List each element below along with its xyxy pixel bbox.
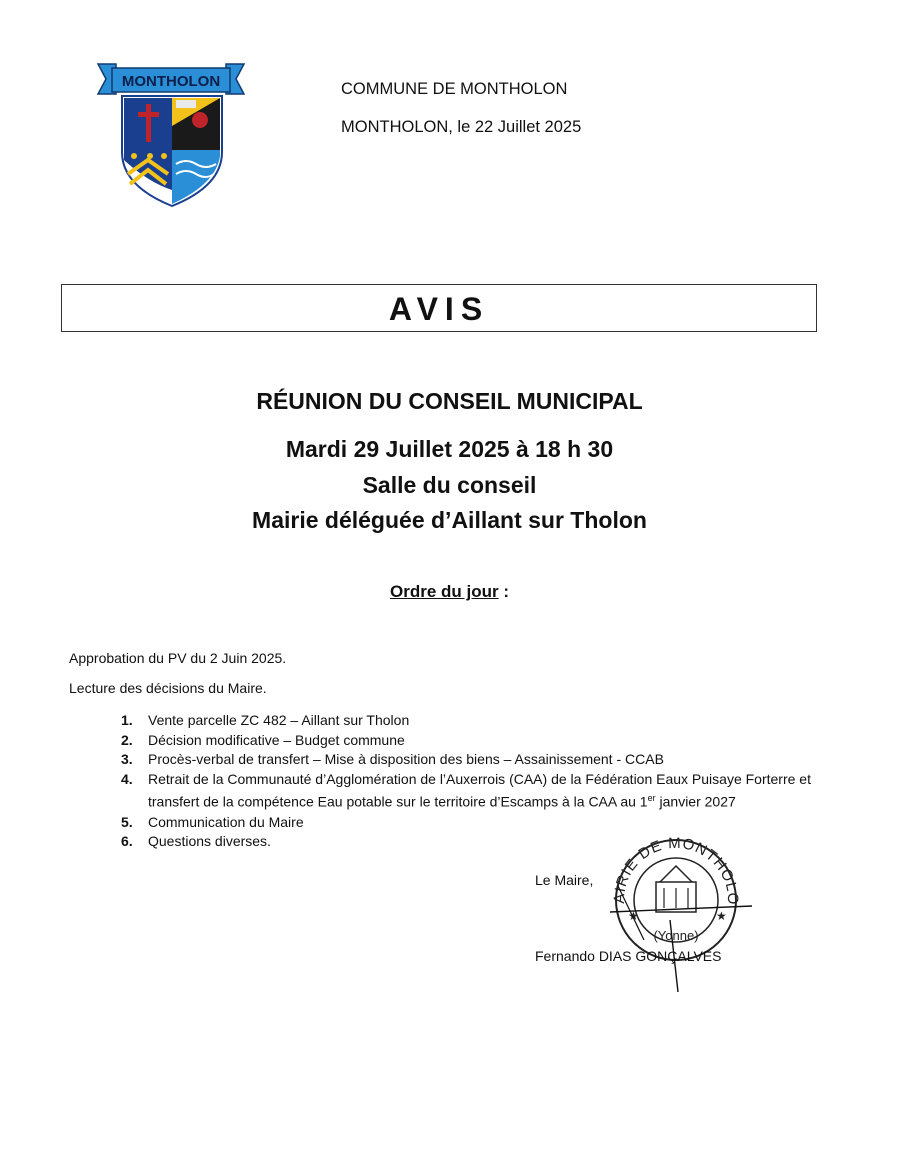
agenda-heading (0, 582, 899, 602)
agenda-label: Ordre du jour (389, 582, 499, 601)
list-item-text: Questions diverses. (148, 833, 271, 850)
commune-crest-logo (96, 56, 246, 208)
signature-role: Le Maire, (535, 872, 594, 888)
list-item-number: 6. (121, 833, 133, 850)
commune-name: COMMUNE DE MONTHOLON (341, 80, 568, 98)
list-item-number: 4. (121, 770, 133, 787)
meeting-room: Salle du conseil (362, 472, 537, 498)
list-item-text: Communication du Maire (148, 813, 304, 830)
meeting-venue: Mairie déléguée d’Aillant sur Tholon (252, 507, 647, 533)
meeting-datetime: Mardi 29 Juillet 2025 à 18 h 30 (285, 436, 614, 462)
svg-text:MONTHOLON: MONTHOLON (121, 73, 221, 90)
page-title: AVIS (388, 291, 490, 327)
svg-text:★: ★ (716, 909, 727, 923)
list-item-number: 5. (121, 813, 133, 830)
title-box (61, 284, 817, 332)
list-item-text: Retrait de la Communauté d’Agglomération de l’Auxerrois (CAA) de la Fédération Eaux Puisaye Forterre et transfert de la compétence Eau potable sur le territoire d’Escamps à la CAA au 1 (148, 770, 811, 811)
list-item-text-end: janvier 2027 (655, 794, 736, 811)
list-item-number: 3. (121, 751, 133, 768)
place-and-date: MONTHOLON, le 22 Juillet 2025 (341, 118, 582, 136)
svg-text:★: ★ (628, 909, 639, 923)
list-item (121, 711, 861, 731)
list-item-superscript: er (647, 793, 656, 804)
svg-text:MAIRIE DE MONTHOLON: AIRIE DE MONTHOLO (610, 834, 742, 906)
agenda-label-suffix: : (498, 582, 509, 601)
list-item (121, 770, 861, 813)
svg-text:(Yonne): (Yonne) (653, 928, 699, 943)
list-item (121, 731, 861, 751)
agenda-intro-approval: Approbation du PV du 2 Juin 2025. (69, 650, 287, 666)
agenda-intro-decisions: Lecture des décisions du Maire. (69, 680, 267, 696)
list-item-text: Décision modificative – Budget commune (148, 731, 405, 748)
meeting-heading: RÉUNION DU CONSEIL MUNICIPAL (256, 388, 643, 414)
list-item-number: 2. (121, 731, 133, 748)
mairie-stamp-seal (600, 828, 760, 996)
signatory-name: Fernando DIAS GONÇALVES (535, 948, 722, 964)
list-item-number: 1. (121, 712, 133, 728)
list-item-text: Vente parcelle ZC 482 – Aillant sur Tholon (148, 712, 410, 728)
list-item (121, 750, 861, 770)
list-item-text: Procès-verbal de transfert – Mise à disposition des biens – Assainissement - CCAB (148, 751, 664, 768)
